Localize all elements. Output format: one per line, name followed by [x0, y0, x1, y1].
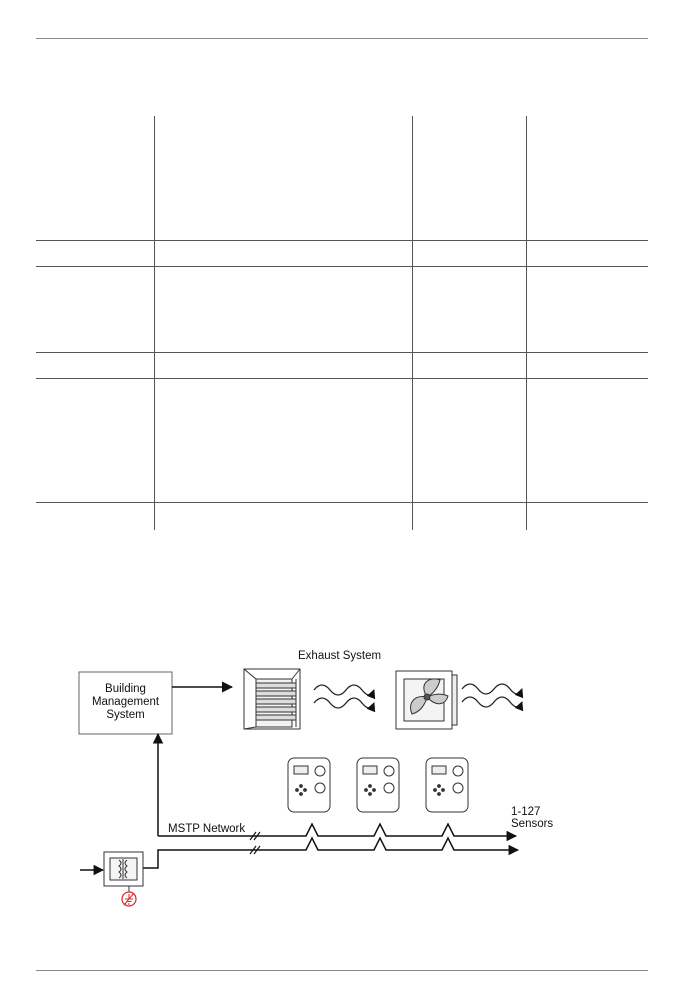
- sensors-label: Sensors: [511, 818, 554, 830]
- mstp-network-label: MSTP Network: [168, 823, 246, 835]
- damper-icon: [244, 669, 300, 729]
- bms-label-line-3: System: [106, 709, 145, 721]
- bms-label-line-2: Management: [91, 696, 160, 708]
- ground-icon: [122, 892, 136, 906]
- power-line: [143, 838, 518, 868]
- sensor-device-icon-2: [357, 758, 399, 812]
- bms-label-line-1: Building: [105, 683, 146, 695]
- sensor-count-label: 1-127: [511, 806, 541, 818]
- transformer-icon: [104, 852, 143, 886]
- airflow-wave-icon-2: [462, 684, 522, 707]
- sensor-device-icon: [288, 758, 330, 812]
- exhaust-system-label: Exhaust System: [298, 650, 382, 662]
- fan-icon: [396, 671, 457, 729]
- sensor-device-icon-3: [426, 758, 468, 812]
- airflow-wave-icon: [314, 685, 374, 708]
